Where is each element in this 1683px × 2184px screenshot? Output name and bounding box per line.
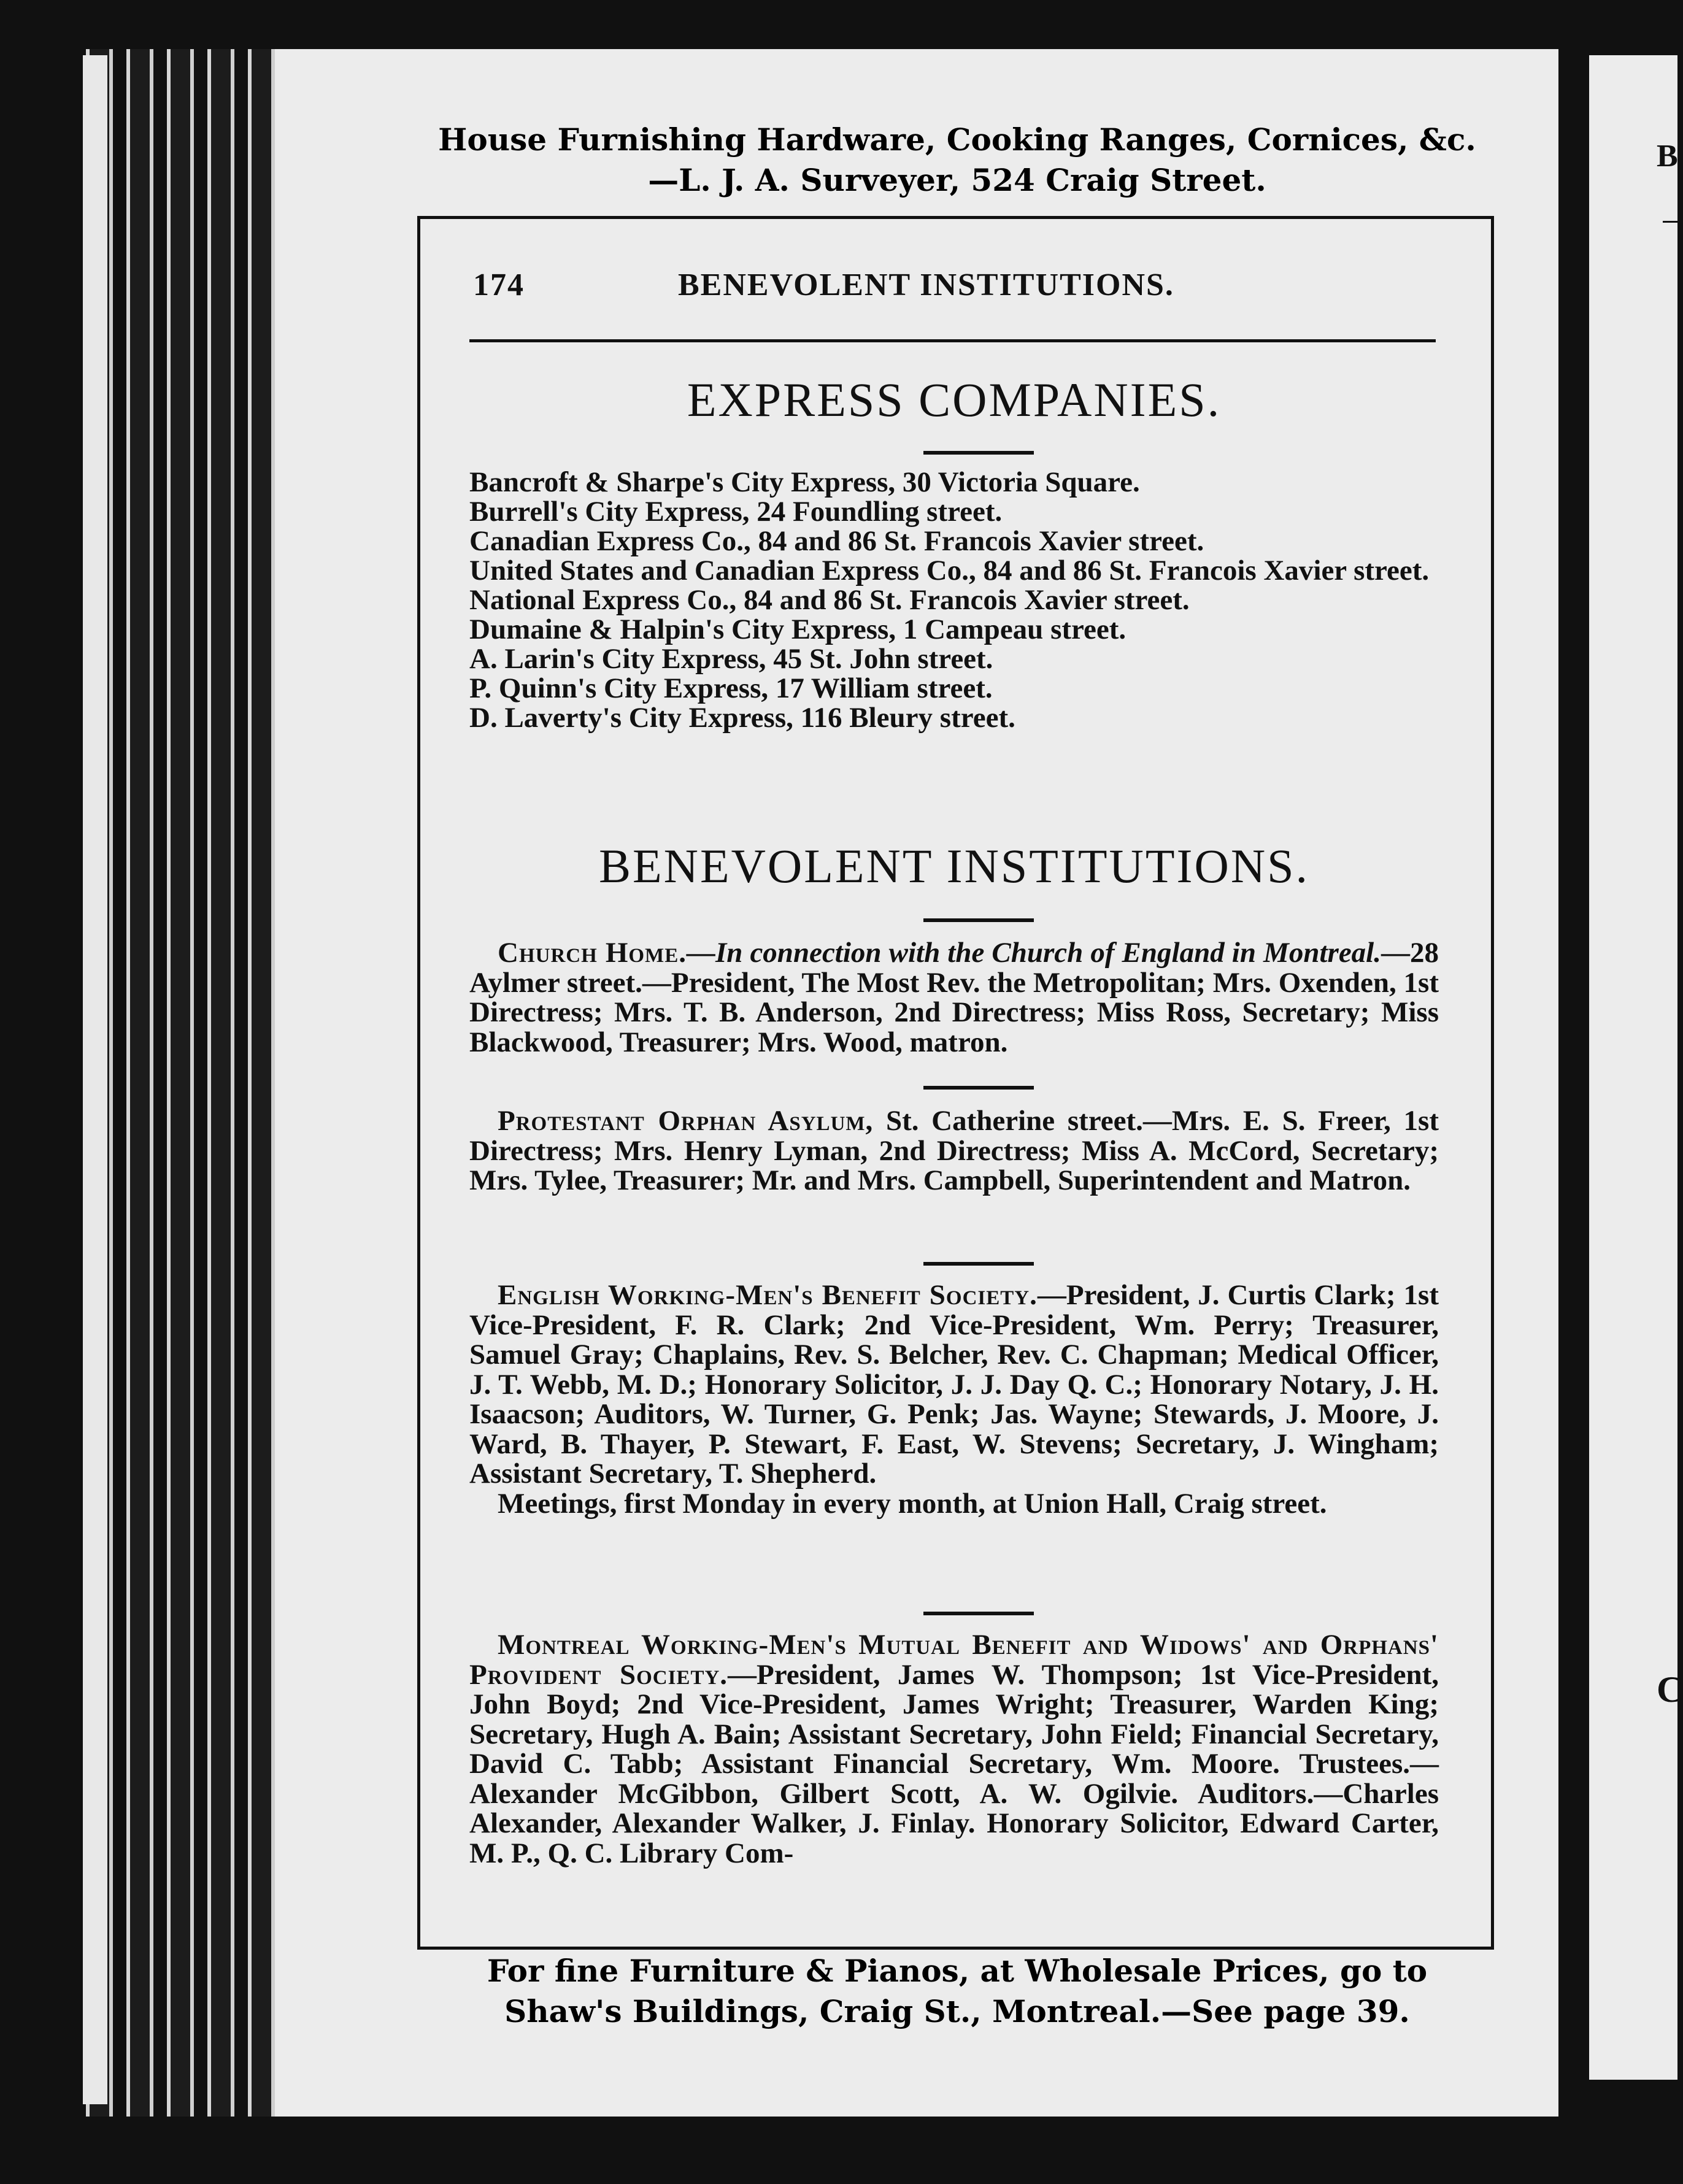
express-entry: United States and Canadian Express Co., 84 and 86 St. Francois Xavier street.: [469, 555, 1430, 586]
church-home-entry: [469, 938, 1439, 1057]
running-title: BENEVOLENT INSTITUTIONS.: [678, 267, 1174, 302]
benevolent-section-title: BENEVOLENT INSTITUTIONS.: [598, 839, 1310, 893]
entry-rule: [923, 1262, 1034, 1266]
bottom-advertisement: For fine Furniture & Pianos, at Wholesale Prices, go to Shaw's Buildings, Craig St., Montreal.—See page 39.: [487, 1953, 1428, 2029]
section-rule: [923, 451, 1034, 455]
english-society-entry: [469, 1280, 1439, 1518]
page-frame: [417, 216, 1494, 1950]
express-list: [469, 467, 1439, 732]
section-rule: [923, 918, 1034, 922]
express-entry: National Express Co., 84 and 86 St. Francois Xavier street.: [469, 584, 1190, 616]
running-head: [469, 267, 1439, 310]
express-section-title: EXPRESS COMPANIES.: [687, 373, 1222, 426]
express-entry: Canadian Express Co., 84 and 86 St. Francois Xavier street.: [469, 525, 1204, 557]
express-entry: Burrell's City Express, 24 Foundling street.: [469, 496, 1003, 528]
facing-page-side-letter: C: [1657, 1669, 1683, 1710]
entry-name: Church Home.: [498, 937, 687, 969]
express-entry: P. Quinn's City Express, 17 William street.: [469, 672, 993, 704]
facing-page: [1589, 55, 1677, 2080]
header-rule: [469, 339, 1436, 342]
montreal-society-entry: [469, 1630, 1439, 1868]
facing-page-rule: [1663, 221, 1677, 223]
entry-text: —28 Aylmer street.—President, The Most Rev. the Metropolitan; Mrs. Oxenden, 1st Directress; Mrs. T. B. Anderson, 2nd Directress; Miss Ross, Secretary; Miss Blackwood, Treasurer; Mrs. Wood, matron.: [469, 937, 1439, 1058]
page-edge: [83, 55, 107, 2104]
entry-text: St. Catherine street.—Mrs. E. S. Freer, 1st Directress; Mrs. Henry Lyman, 2nd Directress; Miss A. McCord, Secretary; Mrs. Tylee, Treasurer; Mr. and Mrs. Campbell, Superintendent and Matron.: [469, 1105, 1439, 1196]
entry-name: English Working-Men's Benefit Society.: [498, 1279, 1038, 1311]
facing-page-letter: B: [1657, 139, 1678, 174]
express-entry: D. Laverty's City Express, 116 Bleury street.: [469, 702, 1015, 734]
entry-rule: [923, 1086, 1034, 1090]
entry-name: Montreal Working-Men's Mutual Benefit and Widows' and Orphans' Provident Society.: [469, 1629, 1439, 1691]
entry-rule: [923, 1612, 1034, 1615]
meetings-note: Meetings, first Monday in every month, at Union Hall, Craig street.: [498, 1487, 1327, 1520]
orphan-asylum-entry: [469, 1106, 1439, 1196]
express-entry: Bancroft & Sharpe's City Express, 30 Victoria Square.: [469, 466, 1140, 498]
entry-name: Protestant Orphan Asylum,: [498, 1105, 874, 1137]
entry-text: —President, James W. Thompson; 1st Vice-President, John Boyd; 2nd Vice-President, James Wright; Treasurer, Warden King; Secretary, Hugh A. Bain; Assistant Secretary, John Field; Financial Secretary, David C. Tabb; Assistant Financial Secretary, Wm. Moore. Trustees.—Alexander McGibbon, Gilbert Scott, A. W. Ogilvie. Auditors.—Charles Alexander, Alexander Walker, J. Finlay. Honorary Solicitor, Edward Carter, M. P., Q. C. Library Com-: [469, 1658, 1439, 1869]
express-entry: Dumaine & Halpin's City Express, 1 Campeau street.: [469, 613, 1126, 645]
page-number: 174: [473, 267, 525, 302]
entry-italic: —In connection with the Church of England in Montreal.: [686, 937, 1381, 969]
express-entry: A. Larin's City Express, 45 St. John street.: [469, 643, 993, 675]
top-advertisement: House Furnishing Hardware, Cooking Ranges, Cornices, &c.—L. J. A. Surveyer, 524 Craig Street.: [438, 121, 1476, 198]
entry-text: —President, J. Curtis Clark; 1st Vice-President, F. R. Clark; 2nd Vice-President, Wm. Perry; Treasurer, Samuel Gray; Chaplains, Rev. S. Belcher, Rev. C. Chapman; Medical Officer, J. T. Webb, M. D.; Honorary Solicitor, J. J. Day Q. C.; Honorary Notary, J. H. Isaacson; Auditors, W. Turner, G. Penk; Jas. Wayne; Stewards, J. Moore, J. Ward, B. Thayer, P. Stewart, F. East, W. Stevens; Secretary, J. Wingham; Assistant Secretary, T. Shepherd.: [469, 1279, 1439, 1490]
